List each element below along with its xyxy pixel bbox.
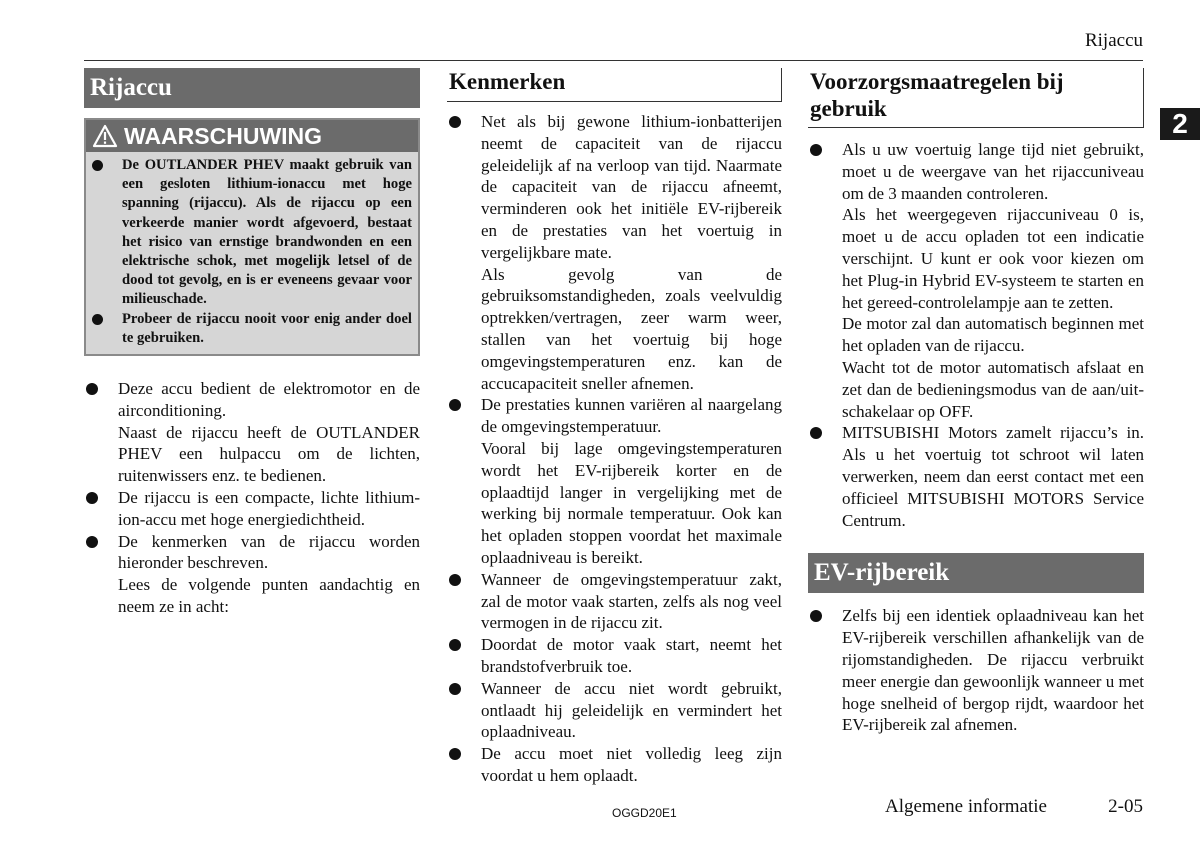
list-item [84,531,420,618]
list-item [84,487,420,531]
paragraph: Als het weergegeven rijaccuniveau 0 is, moet u de accu opladen tot een indicatie verschijnt. U kunt er ook voor kiezen om het Plug-in Hybrid EV-systeem te starten en het gereed-controlelampje aan te zetten. [842,205,1144,312]
paragraph: De motor zal dan automatisch beginnen met het opladen van de rijaccu. [842,314,1144,356]
chapter-tab: 2 [1160,108,1200,140]
list-item [808,605,1144,736]
section-heading-ev-rijbereik: EV-rijbereik [808,553,1144,593]
paragraph: Wanneer de accu niet wordt gebruikt, ontlaadt hij geleidelijk en vermindert het oplaadniveau. [481,678,782,742]
section-heading-rijaccu: Rijaccu [84,68,420,108]
list-item [447,634,782,678]
list-item [90,156,412,310]
paragraph: Net als bij gewone lithium-ionbatterijen neemt de capaciteit van de rijaccu geleidelijk af na verloop van tijd. Naarmate de capaciteit van de rijaccu afneemt, verminderen ook het initiële EV-rijbereik en de prestaties van het voertuig in vergelijkbare mate. [481,112,782,262]
page-number: 2-05 [1108,796,1143,817]
bullet-icon [92,160,103,171]
bullet-icon [810,610,822,622]
document-code: OGGD20E1 [612,806,677,820]
column-kenmerken [447,68,782,787]
column-rijaccu [84,68,420,618]
list-item [447,569,782,634]
header-rule [84,60,1143,61]
bullet-icon [449,748,461,760]
bullet-icon [86,492,98,504]
paragraph: Als u uw voertuig lange tijd niet gebruikt, moet u de weergave van het rijaccuniveau om de 3 maanden controleren. [842,140,1144,203]
paragraph: Deze accu bedient de elektromotor en de airconditioning. [118,379,420,420]
warning-header [86,120,418,152]
warning-body [86,152,418,354]
bullet-icon [92,314,103,325]
list-item [447,111,782,394]
list-item [90,310,412,348]
section-heading-kenmerken: Kenmerken [447,68,782,102]
paragraph: Probeer de rijaccu nooit voor enig ander doel te gebruiken. [122,310,412,346]
kenmerken-list [447,111,782,787]
paragraph: Lees de volgende punten aandachtig en neem ze in acht: [118,575,420,616]
bullet-icon [449,683,461,695]
paragraph: Vooral bij lage omgevingstemperaturen wordt het EV-rijbereik korter en de oplaadtijd langer in vergelijking met de werking bij normale temperatuur. Ook kan het opladen stoppen voordat het maximale oplaadniveau is bereikt. [481,438,782,567]
paragraph: De OUTLANDER PHEV maakt gebruik van een gesloten lithium-ionaccu met hoge spanning (rijaccu). Als de rijaccu op een verkeerde manier wordt afgevoerd, bestaat het risico van ernstige brandwonden en een elektrische schok, met mogelijk letsel of de dood tot gevolg, en is er eveneens gevaar voor milieuschade. [122,157,412,308]
warning-triangle-icon [92,124,118,148]
paragraph: Wanneer de omgevingstemperatuur zakt, zal de motor vaak starten, zelfs als nog veel vermogen in de rijaccu zit. [481,569,782,633]
column-voorzorgsmaatregelen [808,68,1144,736]
list-item [808,422,1144,531]
paragraph: De rijaccu is een compacte, lichte lithium-ion-accu met hoge energiedichtheid. [118,488,420,529]
paragraph: De prestaties kunnen variëren al naargelang de omgevingstemperatuur. [481,395,782,437]
bullet-icon [86,383,98,395]
bullet-icon [86,536,98,548]
bullet-icon [810,144,822,156]
bullet-icon [449,639,461,651]
bullet-icon [449,116,461,128]
paragraph: Doordat de motor vaak start, neemt het brandstofverbruik toe. [481,635,782,676]
footer-section-name: Algemene informatie [885,796,1047,817]
list-item [808,139,1144,422]
voorzorgsmaatregelen-list [808,139,1144,531]
running-header-title: Rijaccu [1084,30,1143,51]
paragraph: MITSUBISHI Motors zamelt rijaccu’s in. Als u het voertuig tot schroot wil laten verwerken, neem dan eerst contact met een officieel MITSUBISHI MOTORS Service Centrum. [842,423,1144,530]
bullet-icon [449,574,461,586]
section-heading-voorzorgsmaatregelen: Voorzorgsmaatregelen bij gebruik [808,68,1144,128]
paragraph: Zelfs bij een identiek oplaadniveau kan het EV-rijbereik verschillen afhankelijk van de rijomstandigheden. De rijaccu verbruikt meer energie dan gewoonlijk wanneer u met hoge snelheid of bergop rijdt, waardoor het EV-rijbereik zal afnemen. [842,606,1144,735]
bullet-icon [449,399,461,411]
list-item [84,378,420,487]
list-item [447,394,782,568]
list-item [447,743,782,787]
paragraph: Wacht tot de motor automatisch afslaat en zet dan de bedieningsmodus van de aan/uit-schakelaar op OFF. [842,357,1144,421]
list-item [447,678,782,743]
paragraph: De accu moet niet volledig leeg zijn voordat u hem oplaadt. [481,744,782,785]
paragraph: De kenmerken van de rijaccu worden hieronder beschreven. [118,531,420,573]
paragraph: Naast de rijaccu heeft de OUTLANDER PHEV een hulpaccu om de lichten, ruitenwissers enz. te bedienen. [118,422,420,486]
ev-rijbereik-list [808,605,1144,736]
bullet-icon [810,427,822,439]
warning-box [84,118,420,356]
warning-title: WAARSCHUWING [124,123,323,149]
paragraph: Als gevolg van de gebruiksomstandigheden, zoals veelvuldig optrekken/vertragen, zeer warm weer, stallen van het voertuig bij hoge omgevingstemperaturen enz. kan de accucapaciteit sneller afnemen. [481,264,782,393]
rijaccu-list [84,378,420,618]
